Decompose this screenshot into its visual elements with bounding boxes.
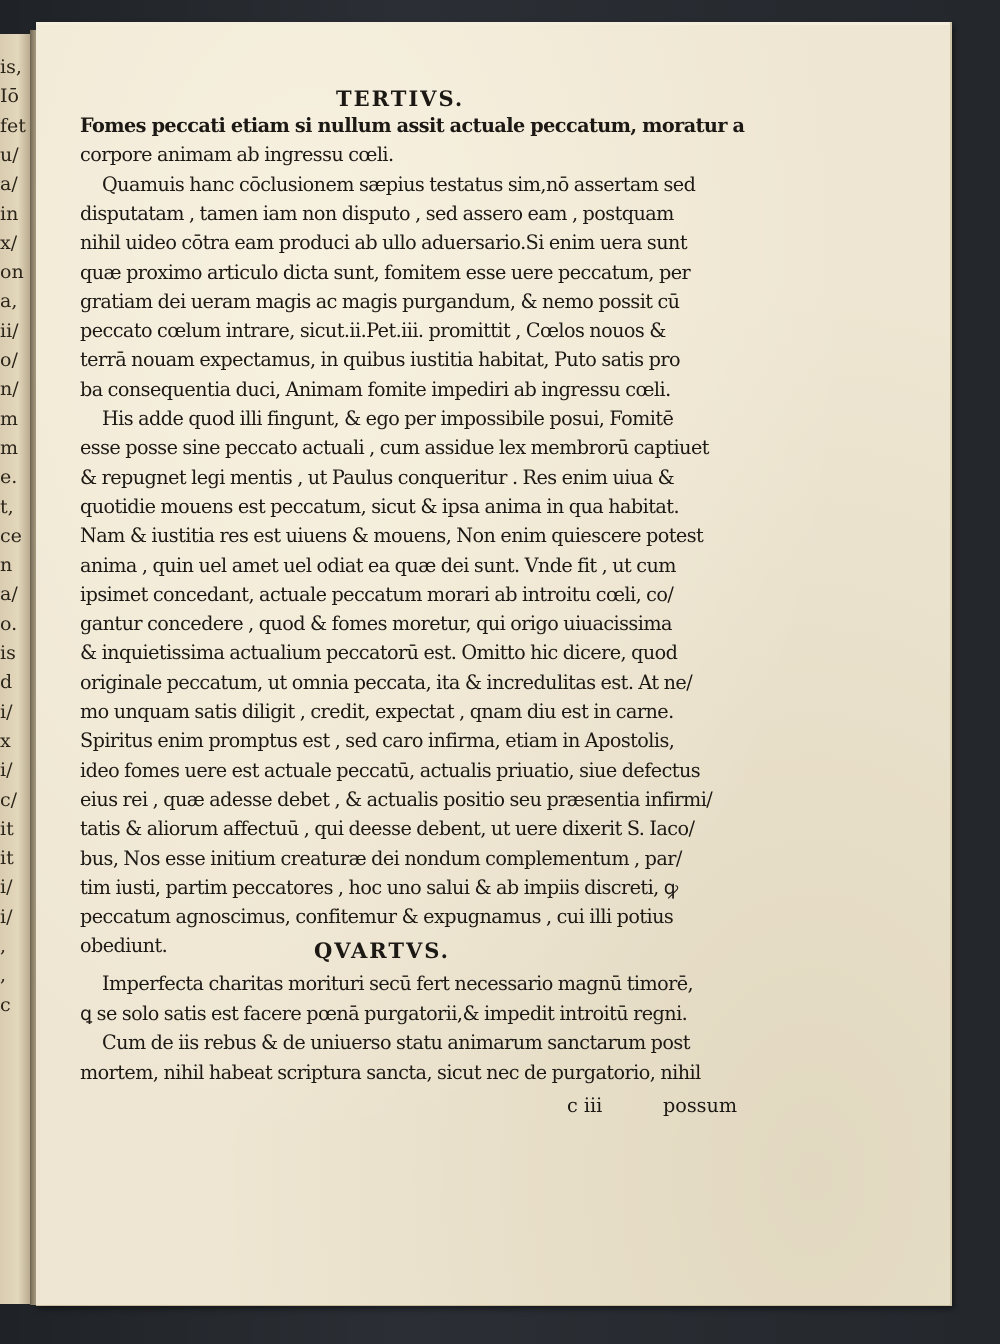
left-page-fragment: i/ — [0, 759, 13, 782]
left-page-fragment: in — [0, 202, 19, 225]
left-page-fragment: m — [0, 436, 19, 459]
left-page-fragment: on — [0, 261, 24, 284]
text-line: Nam & iustitia res est uiuens & mouens, Non enim quiescere potest — [80, 524, 704, 548]
left-page-fragment: t, — [0, 495, 14, 518]
left-page-fragment: a/ — [0, 583, 18, 606]
text-line: Spiritus enim promptus est , sed caro infirma, etiam in Apostolis, — [80, 729, 675, 753]
left-page-fragment: d — [0, 671, 13, 694]
text-line: bus, Nos esse initium creaturæ dei nondum complementum , par/ — [80, 846, 682, 870]
left-page-fragment: i/ — [0, 876, 13, 899]
left-page-edge — [0, 34, 31, 1304]
left-page-fragment: ce — [0, 524, 22, 547]
text-line: Cum de iis rebus & de uniuerso statu animarum sanctarum post — [102, 1031, 690, 1055]
text-line: quæ proximo articulo dicta sunt, fomitem esse uere peccatum, per — [80, 260, 691, 284]
left-page-fragment: , — [0, 935, 7, 957]
text-line: Fomes peccati etiam si nullum assit actuale peccatum, moratur a — [80, 114, 745, 137]
left-page-fragment: i/ — [0, 700, 13, 723]
left-page-fragment: x/ — [0, 231, 18, 254]
left-page-fragment: Iō — [0, 85, 19, 108]
text-line: eius rei , quæ adesse debet , & actualis positio seu præsentia infirmi/ — [80, 787, 713, 811]
left-page-fragment: a/ — [0, 173, 18, 196]
section-heading-tertius: TERTIVS. — [336, 86, 465, 111]
text-line: anima , quin uel amet uel odiat ea quæ dei sunt. Vnde fit , ut cum — [80, 553, 676, 577]
text-line: obediunt. — [80, 934, 168, 958]
left-page-fragment: it — [0, 847, 14, 870]
left-page-fragment: o/ — [0, 349, 18, 371]
left-page-fragment: n — [0, 554, 13, 577]
left-page-fragment: is — [0, 642, 16, 664]
left-page-fragment: n/ — [0, 378, 19, 401]
text-line: gantur concedere , quod & fomes moretur, qui origo uiuacissima — [80, 612, 672, 636]
left-page-fragment: a, — [0, 290, 18, 313]
text-line: Imperfecta charitas morituri secū fert necessario magnū timorē, — [102, 972, 694, 995]
left-page-fragment: m — [0, 407, 19, 430]
text-line: mo unquam satis diligit , credit, expectat , qnam diu est in carne. — [80, 700, 674, 723]
text-line: peccatum agnoscimus, confitemur & expugnamus , cui illi potius — [80, 905, 674, 929]
text-line: ideo fomes uere est actuale peccatū, actualis priuatio, siue defectus — [80, 758, 701, 782]
left-page-fragment: x — [0, 729, 11, 752]
left-page-fragment: is, — [0, 56, 22, 78]
left-page-fragment: o. — [0, 612, 18, 635]
text-line: nihil uideo cōtra eam produci ab ullo aduersario.Si enim uera sunt — [80, 231, 687, 255]
text-line: terrā nouam expectamus, in quibus iustitia habitat, Puto satis pro — [80, 348, 680, 372]
text-line: peccato cœlum intrare, sicut.ii.Pet.iii. promittit , Cœlos nouos & — [80, 319, 666, 343]
text-line: corpore animam ab ingressu cœli. — [80, 143, 394, 167]
text-line: ipsimet concedant, actuale peccatum morari ab introitu cœli, co/ — [80, 582, 674, 606]
signature-mark: c iii — [567, 1094, 603, 1117]
text-line: His adde quod illi fingunt, & ego per impossibile posui, Fomitē — [102, 407, 674, 430]
left-page-fragment: it — [0, 817, 14, 840]
left-page-fragment: ii/ — [0, 319, 19, 342]
left-page-fragment: , — [0, 964, 7, 987]
text-line: tim iusti, partim peccatores , hoc uno salui & ab impiis discreti, ꝙ — [80, 875, 678, 899]
left-page-fragment: c — [0, 993, 11, 1016]
text-line: tatis & aliorum affectuū , qui deesse debent, ut uere dixerit S. Iaco/ — [80, 817, 695, 841]
text-line: originale peccatum, ut omnia peccata, ita & incredulitas est. At ne/ — [80, 670, 693, 694]
text-line: Quamuis hanc cōclusionem sæpius testatus sim,nō assertam sed — [102, 172, 696, 196]
text-line: disputatam , tamen iam non disputo , sed assero eam , postquam — [80, 201, 674, 225]
left-page-fragment: e. — [0, 466, 18, 489]
text-line: gratiam dei ueram magis ac magis purgandum, & nemo possit cū — [80, 289, 680, 313]
text-line: mortem, nihil habeat scriptura sancta, sicut nec de purgatorio, nihil — [80, 1060, 701, 1084]
left-page-fragment: i/ — [0, 905, 13, 928]
left-page-fragment: c/ — [0, 788, 18, 811]
left-page-fragment: fet — [0, 114, 26, 137]
page-top-edge — [36, 22, 950, 25]
catchword: possum — [663, 1094, 738, 1117]
text-line: quotidie mouens est peccatum, sicut & ipsa anima in qua habitat. — [80, 494, 680, 518]
left-page-fragment: u/ — [0, 143, 19, 166]
text-line: & repugnet legi mentis , ut Paulus conqueritur . Res enim uiua & — [80, 465, 675, 489]
text-line: & inquietissima actualium peccatorū est. Omitto hic dicere, quod — [80, 641, 678, 665]
text-line: ꝗ se solo satis est facere pœnā purgatorii,& impedit introitū regni. — [80, 1001, 688, 1025]
text-line: esse posse sine peccato actuali , cum assidue lex membrorū captiuet — [80, 436, 709, 460]
text-line: ba consequentia duci, Animam fomite impediri ab ingressu cœli. — [80, 377, 671, 401]
section-heading-quartus: QVARTVS. — [314, 938, 450, 963]
